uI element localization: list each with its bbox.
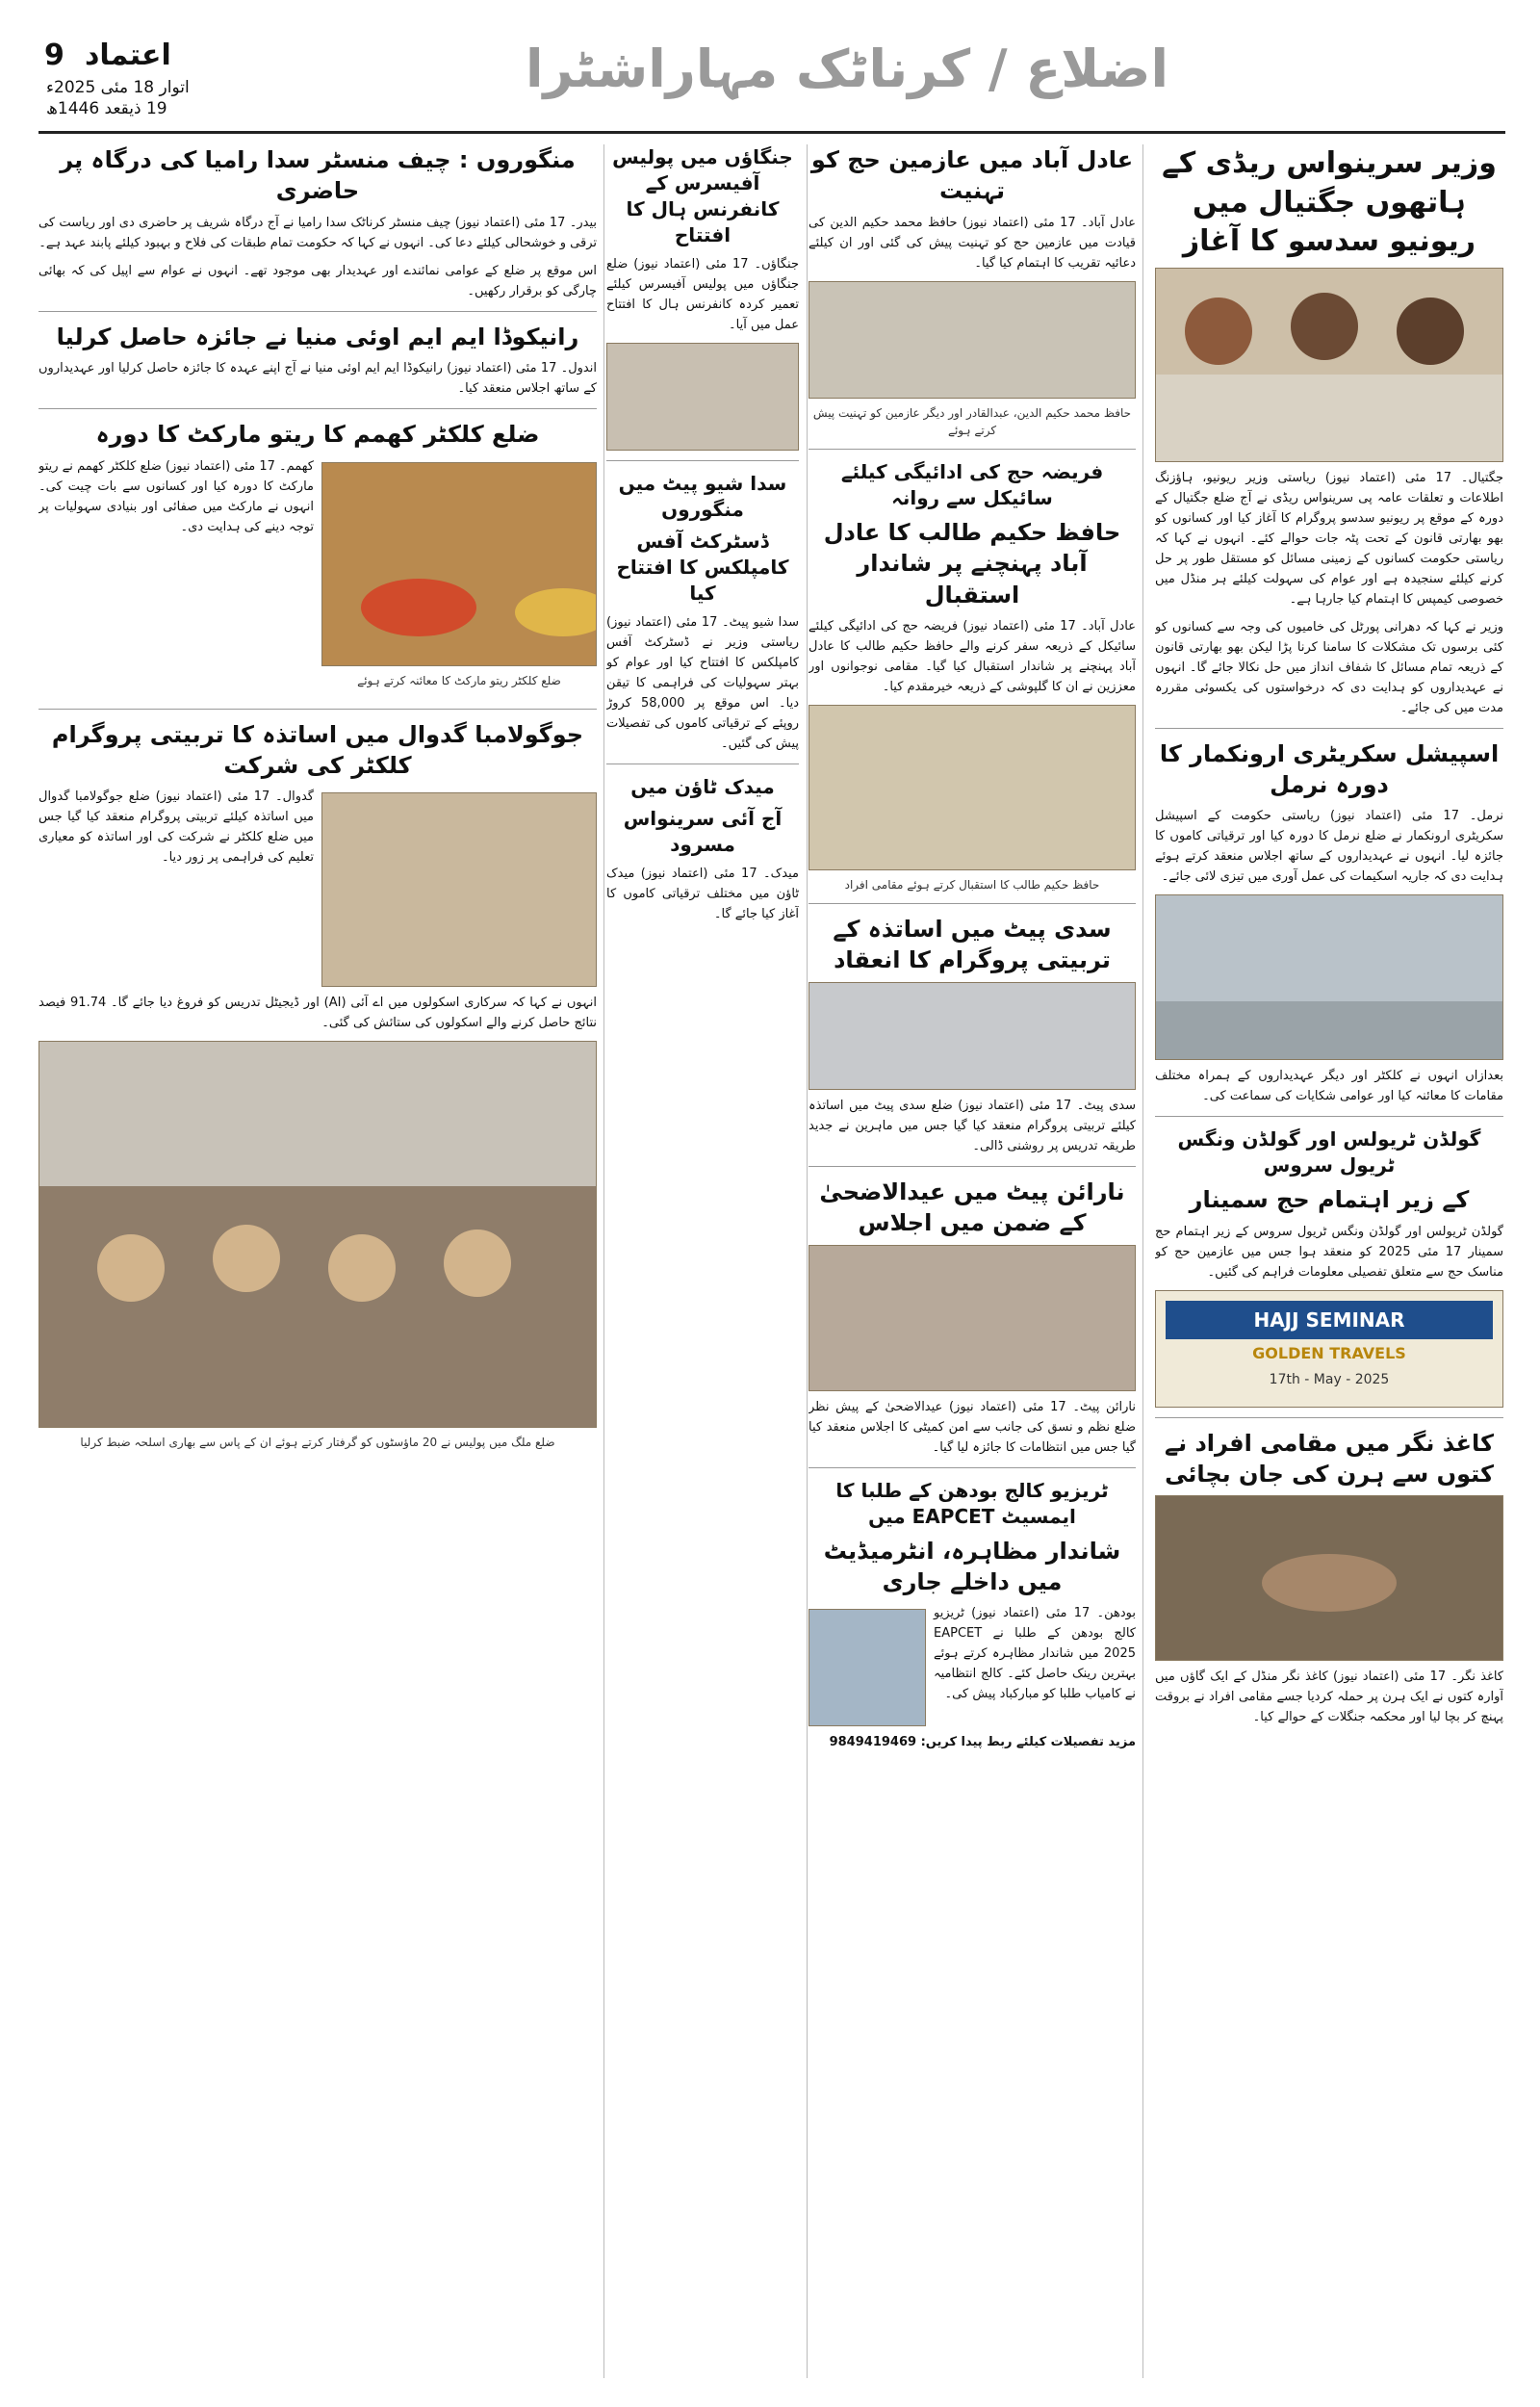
- masthead-rule: [38, 131, 1505, 134]
- hijri-date: 19 ذیقعد 1446ھ: [46, 99, 167, 118]
- sadashivpet-body: سدا شیو پیٹ۔ 17 مئی (اعتماد نیوز) ریاستی وزیر نے ڈسٹرکٹ آفس کامپلکس کا افتتاح کیا اور عوام کو بہتر سہولیات کی فراہمی کا تیقن دیا۔ اس موقع پر 58,000 کروڑ روپئے کے ترقیاتی کاموں کی تفصیلات پیش کی گئیں۔: [606, 615, 799, 751]
- sadashivpet-headline: سدا شیو پیٹ میں منگوروں: [618, 472, 787, 521]
- seminar-banner: HAJJ SEMINAR: [1166, 1301, 1493, 1339]
- jogulamba-body-2: انہوں نے کہا کہ سرکاری اسکولوں میں اے آئی (AI) اور ڈیجیٹل تدریس کو فروغ دیا جائے گا۔ 91.74 فیصد نتائج حاصل کرنے والے اسکولوں کی ستائش کی گئی۔: [38, 996, 597, 1031]
- narayanpet-headline: نارائن پیٹ میں عیدالاضحیٰ کے ضمن میں اجلاس: [819, 1178, 1125, 1237]
- gregorian-date: اتوار 18 مئی 2025ء: [46, 78, 190, 97]
- hajj-body: عادل آباد۔ 17 مئی (اعتماد نیوز) حافظ محمد حکیم الدین کی قیادت میں عازمین حج کو تہنیت پیش کی گئی اور ان کیلئے دعائیہ تقریب کا اہتمام کیا گیا۔: [808, 215, 1136, 271]
- travel-body: گولڈن ٹریولس اور گولڈن ونگس ٹریول سروس کے زیر اہتمام حج سمینار 17 مئی 2025 کو منعقد ہوا جس میں عازمین حج کو مناسک حج سے متعلق تفصیلی معلومات فراہم کی گئیں۔: [1155, 1224, 1503, 1280]
- travel-subheadline: کے زیر اہتمام حج سمینار: [1189, 1186, 1470, 1214]
- newspaper-brand: اعتماد: [85, 39, 171, 72]
- special-secretary-body: نرمل۔ 17 مئی (اعتماد نیوز) ریاستی حکومت کے اسپیشل سکریٹری ارونکمار نے ضلع نرمل کا دورہ کیا اور ترقیاتی کاموں کا جائزہ لیا۔ انہوں نے عہدیداروں کے ساتھ اجلاس منعقد کرتے ہوئے ہدایت دی کہ جاریہ اسکیمات کی عمل آوری میں تیزی لائی جائے۔: [1155, 809, 1503, 885]
- hajj-caption: حافظ محمد حکیم الدین، عبدالقادر اور دیگر عازمین کو تہنیت پیش کرتے ہوئے: [812, 405, 1132, 437]
- market-body: کھمم۔ 17 مئی (اعتماد نیوز) ضلع کلکٹر کھمم نے ریتو مارکٹ کا دورہ کیا اور کسانوں سے بات چیت کی۔ انہوں نے مارکٹ میں صفائی اور بنیادی سہولیات پر توجہ دینے کی ہدایت دی۔: [38, 458, 314, 534]
- medak-body: میدک۔ 17 مئی (اعتماد نیوز) میدک ٹاؤن میں مختلف ترقیاتی کاموں کا آغاز کیا جائے گا۔: [606, 867, 799, 921]
- conference-hall-headline: جنگاؤں میں پولیس آفیسرس کے کانفرنس ہال کا افتتاح: [612, 145, 793, 246]
- special-secretary-photo: [1155, 894, 1503, 1060]
- cycle-headline-2: حافظ حکیم طالب کا عادل آباد پہنچنے پر شاندار استقبال: [823, 518, 1121, 608]
- seminar-date: 17th - May - 2025: [1269, 1371, 1390, 1387]
- eamcet-body: بودھن۔ 17 مئی (اعتماد نیوز) ٹریزیو کالج بودھن کے طلبا نے EAPCET 2025 میں شاندار مظاہرہ کرتے ہوئے بہترین رینک حاصل کئے۔ کالج انتظامیہ نے کامیاب طلبا کو مبارکباد پیش کی۔: [934, 1606, 1136, 1702]
- eamcet-headline: ٹریزیو کالج بودھن کے طلبا کا ایمسیٹ EAPCET میں: [835, 1478, 1109, 1528]
- date-line: [46, 77, 190, 119]
- market-caption: ضلع کلکٹر ریتو مارکٹ کا معائنہ کرتے ہوئے: [357, 673, 561, 687]
- narayanpet-photo: [808, 1245, 1136, 1391]
- dargah-body: بیدر۔ 17 مئی (اعتماد نیوز) چیف منسٹر کرناٹک سدا رامیا نے آج درگاہ شریف پر حاضری دی اور ریاست کی ترقی و خوشحالی کیلئے دعا کی۔ انہوں نے کہا کہ حکومت تمام طبقات کی فلاح و بہبود کیلئے پابند عہد ہے۔: [38, 215, 597, 250]
- deer-body: کاغذ نگر۔ 17 مئی (اعتماد نیوز) کاغذ نگر منڈل کے ایک گاؤں میں آوارہ کتوں نے ایک ہرن پر حملہ کردیا جسے مقامی افراد نے بروقت پہنچ کر بچا لیا اور محکمہ جنگلات کے حوالے کیا۔: [1155, 1669, 1503, 1725]
- page-number: 9: [44, 39, 64, 72]
- medak-headline: میدک ٹاؤن میں: [630, 775, 775, 798]
- eamcet-contact: مزید تفصیلات کیلئے ربط پیدا کریں: 9849419469: [829, 1735, 1136, 1750]
- eamcet-portrait: [808, 1609, 926, 1726]
- cycle-caption: حافظ حکیم طالب کا استقبال کرتے ہوئے مقامی افراد: [844, 877, 1100, 892]
- market-headline: ضلع کلکٹر کھمم کا ریتو مارکٹ کا دورہ: [95, 421, 540, 449]
- section-title: اضلاع / کرناٹک مہاراشٹرا: [525, 39, 1168, 99]
- jogulamba-headline: جوگولامبا گدوال میں اساتذہ کا تربیتی پروگرام کلکٹر کی شرکت: [51, 720, 584, 779]
- narayanpet-body: نارائن پیٹ۔ 17 مئی (اعتماد نیوز) عیدالاضحیٰ کے پیش نظر ضلع نظم و نسق کی جانب سے امن کمیٹی کا اجلاس منعقد کیا گیا جس میں انتظامات کا جائزہ لیا گیا۔: [808, 1399, 1136, 1455]
- market-photo: [321, 462, 597, 666]
- conference-hall-photo: [606, 343, 799, 451]
- dargah-headline: منگوروں : چیف منسٹر سدا رامیا کی درگاہ پر حاضری: [60, 146, 576, 205]
- medak-subheadline: آج آئی سرینواس مسرود: [623, 807, 783, 856]
- special-secretary-headline: اسپیشل سکریٹری ارونکمار کا دورہ نرمل: [1159, 739, 1500, 798]
- column-4: [38, 144, 597, 2388]
- training-headline: سدی پیٹ میں اساتذہ کے تربیتی پروگرام کا انعقاد: [833, 915, 1112, 974]
- rank-headline: رانیکوڈا ایم ایم اوئی منیا نے جائزہ حاصل کرلیا: [56, 323, 579, 350]
- column-divider: [807, 144, 808, 2378]
- cycle-headline: فریضہ حج کی ادائیگی کیلئے سائیکل سے روانہ: [840, 459, 1104, 509]
- masthead: [0, 0, 1540, 118]
- cycle-body: عادل آباد۔ 17 مئی (اعتماد نیوز) فریضہ حج کی ادائیگی کیلئے سائیکل کے ذریعہ سفر کرنے والے حافظ حکیم طالب کا عادل آباد پہنچنے پر شاندار استقبال کیا گیا۔ مقامی نوجوانوں اور معززین نے ان کا گلپوشی کے ذریعہ خیرمقدم کیا۔: [808, 618, 1136, 694]
- rank-body: اندول۔ 17 مئی (اعتماد نیوز) رانیکوڈا ایم ایم اوئی منیا نے آج اپنے عہدہ کا جائزہ حاصل کرلیا اور عہدیداروں کے ساتھ اجلاس منعقد کیا۔: [38, 361, 597, 397]
- column-1: [1155, 144, 1503, 2388]
- police-caption: ضلع ملگ میں پولیس نے 20 ماؤسٹوں کو گرفتار کرتے ہوئے ان کے پاس سے بھاری اسلحہ ضبط کرلیا: [80, 1436, 555, 1450]
- dargah-body-2: اس موقع پر ضلع کے عوامی نمائندے اور عہدیدار بھی موجود تھے۔ انہوں نے عوام سے اپیل کی کہ بھائی چارگی کو برقرار رکھیں۔: [38, 263, 597, 298]
- column-2: [808, 144, 1136, 2388]
- hajj-headline: عادل آباد میں عازمین حج کو تہنیت: [810, 146, 1134, 205]
- training-body: سدی پیٹ۔ 17 مئی (اعتماد نیوز) ضلع سدی پیٹ میں اساتذہ کیلئے تربیتی پروگرام منعقد کیا گیا جس میں ماہرین نے جدید طریقہ تدریس پر روشنی ڈالی۔: [808, 1098, 1136, 1153]
- eamcet-headline-2: شاندار مظاہرہ، انٹرمیڈیٹ میں داخلے جاری: [823, 1537, 1121, 1595]
- seminar-photo: [1155, 1290, 1503, 1408]
- cycle-photo: [808, 705, 1136, 870]
- special-secretary-body-2: بعدازاں انہوں نے کلکٹر اور دیگر عہدیداروں کے ہمراہ مختلف مقامات کا معائنہ کیا اور عوامی شکایات کی سماعت کی۔: [1155, 1069, 1503, 1104]
- deer-photo: [1155, 1495, 1503, 1661]
- column-3: [606, 144, 799, 2388]
- police-photo: [38, 1041, 597, 1428]
- column-divider: [1142, 144, 1143, 2378]
- seminar-banner-secondary: GOLDEN TRAVELS: [1252, 1343, 1406, 1362]
- lead-body: جگتیال۔ 17 مئی (اعتماد نیوز) ریاستی وزیر ریونیو، ہاؤزنگ اطلاعات و تعلقات عامہ پی سرینواس ریڈی نے آج ضلع جگتیال کے دورہ کے موقع پر ریونیو سدسو پروگرام کا آغاز کیا اور کسانوں کو بھو بھارتی قانون کے تحت پٹہ جات حوالے کئے۔ انہوں نے کہا کہ ریاستی حکومت کسانوں کے زمینی مسائل کو مستقل طور پر حل کرنے کیلئے سنجیدہ ہے اور عوام کی سہولت کیلئے ہر منڈل میں خصوصی کیمپس کا اہتمام کیا جارہا ہے۔: [1155, 470, 1503, 607]
- training-photo: [808, 982, 1136, 1090]
- travel-headline: گولڈن ٹریولس اور گولڈن ونگس ٹریول سروس: [1177, 1127, 1481, 1178]
- conference-hall-body: جنگاؤں۔ 17 مئی (اعتماد نیوز) ضلع جنگاؤں میں پولیس آفیسرس کیلئے تعمیر کردہ کانفرنس ہال کا افتتاح عمل میں آیا۔: [606, 257, 799, 332]
- jogulamba-body: گدوال۔ 17 مئی (اعتماد نیوز) ضلع جوگولامبا گدوال میں اساتذہ کیلئے تربیتی پروگرام منعقد کیا گیا جس میں ضلع کلکٹر نے شرکت کی اور اساتذہ کو معیاری تعلیم کی فراہمی پر زور دیا۔: [38, 789, 314, 866]
- sadashivpet-subheadline: ڈسٹرکٹ آفس کامپلکس کا افتتاح کیا: [616, 530, 789, 605]
- deer-headline: کاغذ نگر میں مقامی افراد نے کتوں سے ہرن کی جان بچائی: [1165, 1429, 1494, 1488]
- hajj-photo: [808, 281, 1136, 399]
- jogulamba-photo: [321, 792, 597, 987]
- column-divider: [603, 144, 604, 2378]
- lead-photo: [1155, 268, 1503, 462]
- lead-headline: وزیر سرینواس ریڈی کے ہاتھوں جگتیال میں ریونیو سدسو کا آغاز: [1162, 146, 1497, 258]
- lead-body-2: وزیر نے کہا کہ دھرانی پورٹل کی خامیوں کی وجہ سے کسانوں کو کئی برسوں تک مشکلات کا سامنا کرنا پڑا لیکن بھو بھارتی قانون کے ذریعہ تمام مسائل کا شفاف انداز میں حل نکالا جائے گا۔ انہوں نے عہدیداروں کو ہدایت دی کہ درخواستوں کی یکسوئی مقررہ مدت میں کی جائے۔: [1155, 619, 1503, 715]
